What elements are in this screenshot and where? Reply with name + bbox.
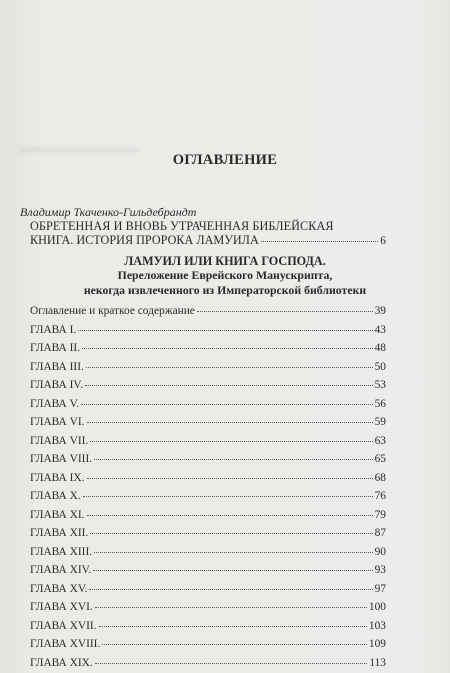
toc-entry-page: 48 — [374, 342, 386, 354]
leader-dots — [82, 347, 373, 349]
toc-entry-label: ГЛАВА V. — [30, 397, 80, 410]
toc-entry[interactable] — [30, 472, 386, 486]
leader-dots — [87, 514, 373, 516]
toc-entry-label: ГЛАВА VII. — [30, 434, 89, 447]
leader-dots — [83, 495, 373, 497]
toc-entry-label: ГЛАВА III. — [30, 360, 84, 373]
book-subtitle-line-1: Переложение Еврейского Манускрипта, — [117, 268, 333, 282]
section-title-line-1: ОБРЕТЕННАЯ И ВНОВЬ УТРАЧЕННАЯ БИБЛЕЙСКАЯ — [30, 219, 334, 233]
toc-entry-page: 90 — [374, 545, 386, 558]
toc-entry-page: 50 — [374, 360, 386, 373]
toc-entry-page: 76 — [374, 490, 386, 502]
leader-dots — [94, 458, 373, 460]
toc-entry[interactable] — [30, 509, 386, 523]
toc-entry-label: ГЛАВА II. — [30, 342, 81, 354]
toc-entry[interactable] — [30, 527, 386, 541]
book-subtitle-line-2: некогда извлеченного из Императорской библиотеки — [83, 283, 367, 297]
toc-entry-label: ГЛАВА XI. — [30, 508, 85, 521]
toc-entry-label: ГЛАВА XVI. — [30, 601, 93, 613]
toc-entry-page: 87 — [374, 527, 386, 539]
toc-entry-page: 79 — [374, 508, 386, 521]
toc-entry[interactable] — [30, 620, 386, 634]
book-title: ЛАМУИЛ ИЛИ КНИГА ГОСПОДА. — [124, 254, 326, 268]
leader-dots — [197, 310, 373, 312]
leader-dots — [86, 366, 373, 368]
toc-entry-page: 6 — [380, 235, 386, 247]
toc-entry-label: ГЛАВА X. — [30, 490, 81, 502]
toc-entry-page: 93 — [374, 564, 386, 576]
toc-entry-page: 43 — [374, 323, 386, 336]
toc-entry-page: 65 — [374, 453, 386, 465]
toc-entry-page: 97 — [374, 582, 386, 595]
toc-entry-page: 56 — [374, 397, 386, 410]
toc-entry-label: ГЛАВА IV. — [30, 379, 84, 391]
leader-dots — [94, 551, 373, 553]
toc-entry-label: ГЛАВА XIX. — [30, 656, 93, 669]
leader-dots — [90, 532, 372, 534]
toc-entry-label: ГЛАВА VI. — [30, 416, 85, 428]
toc-entry[interactable] — [30, 398, 386, 412]
toc-entry[interactable] — [30, 490, 386, 504]
leader-dots — [87, 421, 373, 423]
toc-entry[interactable] — [30, 638, 386, 652]
toc-entry[interactable] — [30, 583, 386, 597]
toc-entry-label: Оглавление и краткое содержание — [30, 305, 195, 317]
toc-entry-page: 103 — [368, 619, 386, 632]
toc-entry[interactable] — [30, 435, 386, 449]
leader-dots — [89, 588, 372, 590]
toc-entry[interactable] — [30, 453, 386, 467]
toc-entry-page: 113 — [369, 656, 386, 669]
toc-entry-page: 109 — [368, 638, 386, 650]
toc-entry[interactable] — [30, 305, 386, 319]
toc-entry-label: ГЛАВА IX. — [30, 471, 85, 484]
toc-entry[interactable] — [30, 342, 386, 356]
toc-entry[interactable] — [30, 416, 386, 430]
toc-entry[interactable] — [30, 546, 386, 560]
leader-dots — [261, 240, 379, 242]
toc-entry-label: ГЛАВА XII. — [30, 527, 89, 539]
toc-entry-page: 59 — [374, 416, 386, 428]
toc-entry[interactable] — [30, 564, 386, 578]
toc-entry-label: ГЛАВА XV. — [30, 582, 88, 595]
toc-entry-page: 53 — [374, 379, 386, 391]
leader-dots — [93, 569, 372, 571]
leader-dots — [87, 477, 373, 479]
toc-entry-label: ГЛАВА I. — [30, 323, 77, 336]
toc-entry-label: ГЛАВА VIII. — [30, 453, 93, 465]
toc-entry-page: 68 — [374, 471, 386, 484]
leader-dots — [90, 440, 372, 442]
toc-entry-page: 100 — [368, 601, 386, 613]
toc-entry[interactable] — [30, 379, 386, 393]
toc-entry-label: ГЛАВА XVII. — [30, 619, 97, 632]
toc-entry[interactable] — [30, 361, 386, 375]
page-title: ОГЛАВЛЕНИЕ — [172, 152, 278, 168]
toc-entry-section[interactable] — [30, 233, 386, 247]
toc-entry[interactable] — [30, 601, 386, 615]
toc-entry-label: ГЛАВА XVIII. — [30, 638, 101, 650]
leader-dots — [95, 662, 368, 664]
toc-entry[interactable] — [30, 324, 386, 338]
toc-entry[interactable] — [30, 657, 386, 671]
leader-dots — [99, 625, 367, 627]
toc-entry-page: 63 — [374, 434, 386, 447]
toc-entry-page: 39 — [374, 305, 386, 317]
book-subtitle — [0, 268, 450, 298]
toc-entry-label: ГЛАВА XIV. — [30, 564, 92, 576]
section-title — [30, 219, 390, 233]
toc-entry-label: КНИГА. ИСТОРИЯ ПРОРОКА ЛАМУИЛА — [30, 233, 259, 247]
leader-dots — [81, 403, 372, 405]
leader-dots — [78, 329, 372, 331]
toc-entry-label: ГЛАВА XIII. — [30, 545, 93, 558]
leader-dots — [95, 606, 367, 608]
leader-dots — [85, 384, 373, 386]
leader-dots — [102, 643, 367, 645]
author-name: Владимир Ткаченко-Гильдебрандт — [20, 205, 197, 219]
